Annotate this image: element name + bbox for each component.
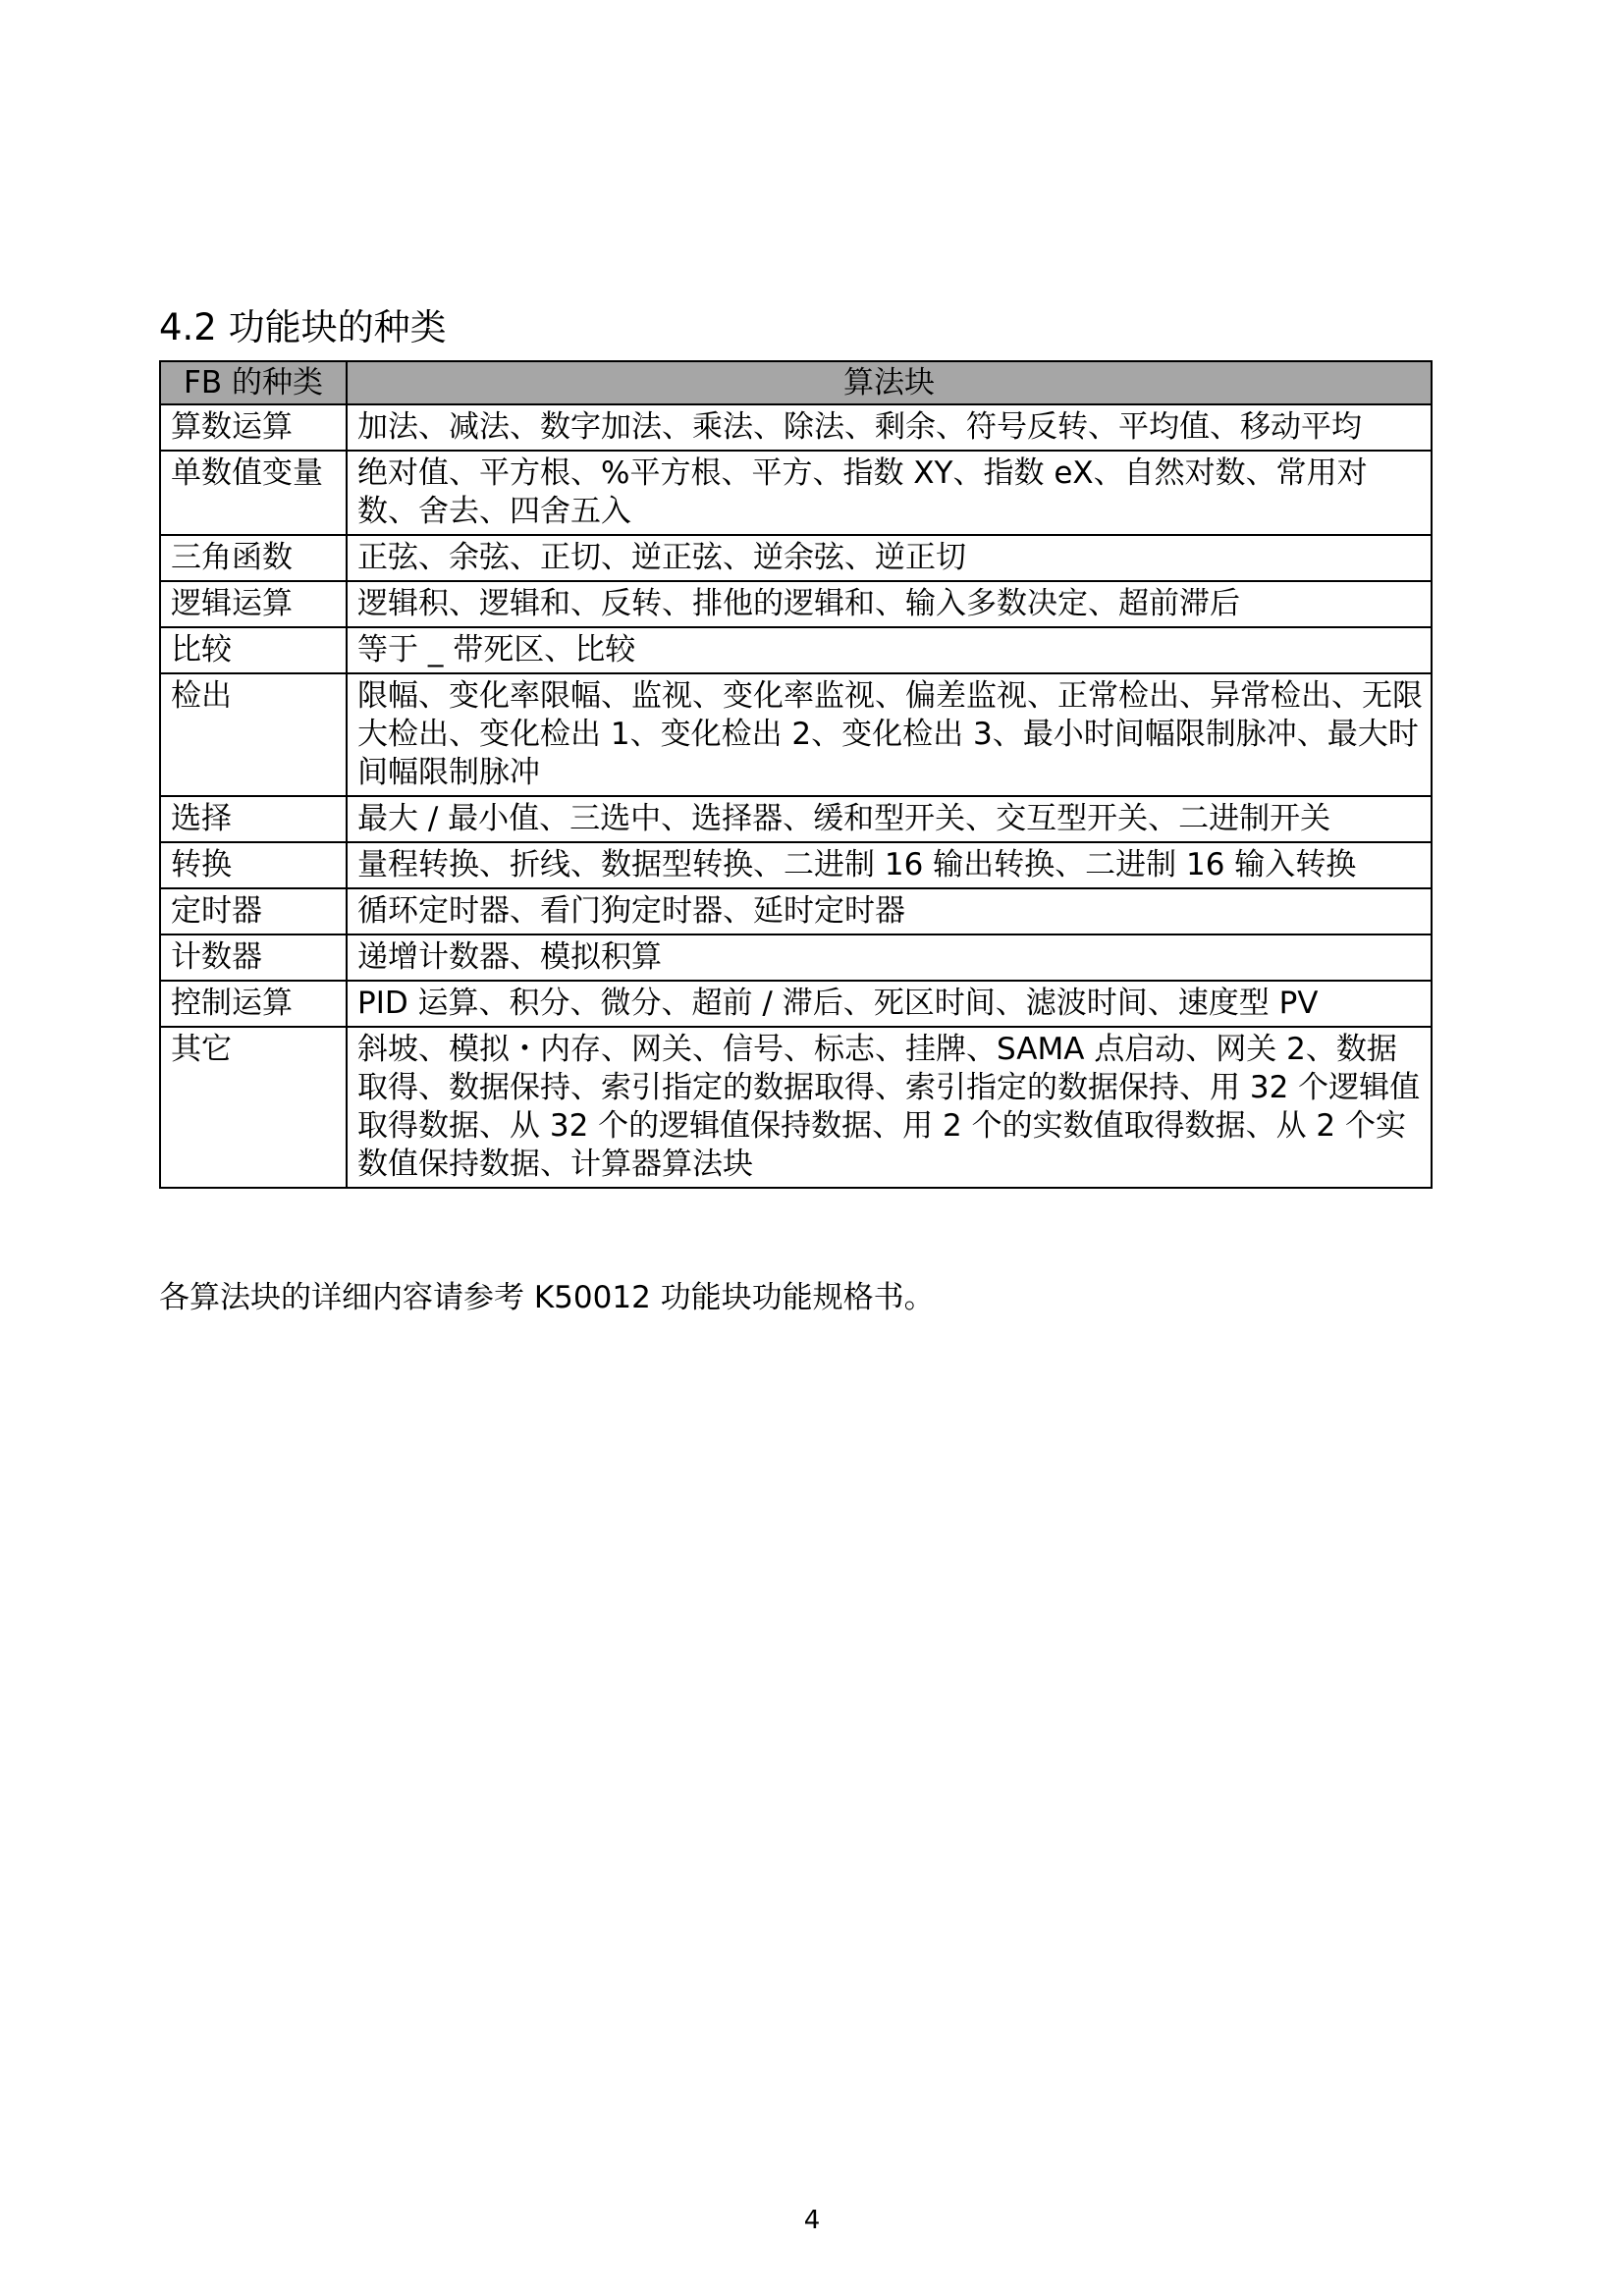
fb-type-cell: 逻辑运算 xyxy=(160,581,347,627)
table-row xyxy=(160,627,1432,673)
algorithm-cell: PID 运算、积分、微分、超前 / 滞后、死区时间、滤波时间、速度型 PV xyxy=(347,981,1432,1027)
fb-type-cell: 其它 xyxy=(160,1027,347,1188)
algorithm-cell: 斜坡、模拟・内存、网关、信号、标志、挂牌、SAMA 点启动、网关 2、数据取得、数据保持、索引指定的数据取得、索引指定的数据保持、用 32 个逻辑值取得数据、从 32 个的逻辑值保持数据、用 2 个的实数值取得数据、从 2 个实数值保持数据、计算器算法块 xyxy=(347,1027,1432,1188)
fb-type-cell: 算数运算 xyxy=(160,404,347,451)
algorithm-cell: 绝对值、平方根、%平方根、平方、指数 XY、指数 eX、自然对数、常用对数、舍去、四舍五入 xyxy=(347,451,1432,535)
table-row xyxy=(160,535,1432,581)
page-number: 4 xyxy=(803,2206,821,2235)
algorithm-cell: 等于 _ 带死区、比较 xyxy=(347,627,1432,673)
table-row xyxy=(160,934,1432,981)
fb-type-cell: 计数器 xyxy=(160,934,347,981)
header-algorithm-block: 算法块 xyxy=(347,361,1432,404)
algorithm-cell: 最大 / 最小值、三选中、选择器、缓和型开关、交互型开关、二进制开关 xyxy=(347,796,1432,842)
fb-type-cell: 选择 xyxy=(160,796,347,842)
section-title: 4.2 功能块的种类 xyxy=(159,306,447,348)
table-row xyxy=(160,451,1432,535)
fb-type-cell: 单数值变量 xyxy=(160,451,347,535)
table-header-row xyxy=(160,361,1432,404)
algorithm-cell: 逻辑积、逻辑和、反转、排他的逻辑和、输入多数决定、超前滞后 xyxy=(347,581,1432,627)
fb-type-cell: 控制运算 xyxy=(160,981,347,1027)
table-row xyxy=(160,581,1432,627)
table-row xyxy=(160,404,1432,451)
table-row xyxy=(160,888,1432,934)
algorithm-cell: 限幅、变化率限幅、监视、变化率监视、偏差监视、正常检出、异常检出、无限大检出、变化检出 1、变化检出 2、变化检出 3、最小时间幅限制脉冲、最大时间幅限制脉冲 xyxy=(347,673,1432,796)
table-row xyxy=(160,842,1432,888)
algorithm-cell: 递增计数器、模拟积算 xyxy=(347,934,1432,981)
table-row xyxy=(160,796,1432,842)
fb-types-table xyxy=(159,360,1433,1189)
table-row xyxy=(160,673,1432,796)
table-row xyxy=(160,981,1432,1027)
algorithm-cell: 正弦、余弦、正切、逆正弦、逆余弦、逆正切 xyxy=(347,535,1432,581)
algorithm-cell: 量程转换、折线、数据型转换、二进制 16 输出转换、二进制 16 输入转换 xyxy=(347,842,1432,888)
fb-type-cell: 比较 xyxy=(160,627,347,673)
header-fb-type: FB 的种类 xyxy=(160,361,347,404)
algorithm-cell: 循环定时器、看门狗定时器、延时定时器 xyxy=(347,888,1432,934)
fb-type-cell: 三角函数 xyxy=(160,535,347,581)
footnote: 各算法块的详细内容请参考 K50012 功能块功能规格书。 xyxy=(159,1280,935,1315)
fb-type-cell: 定时器 xyxy=(160,888,347,934)
algorithm-cell: 加法、减法、数字加法、乘法、除法、剩余、符号反转、平均值、移动平均 xyxy=(347,404,1432,451)
fb-type-cell: 检出 xyxy=(160,673,347,796)
table-row xyxy=(160,1027,1432,1188)
fb-type-cell: 转换 xyxy=(160,842,347,888)
